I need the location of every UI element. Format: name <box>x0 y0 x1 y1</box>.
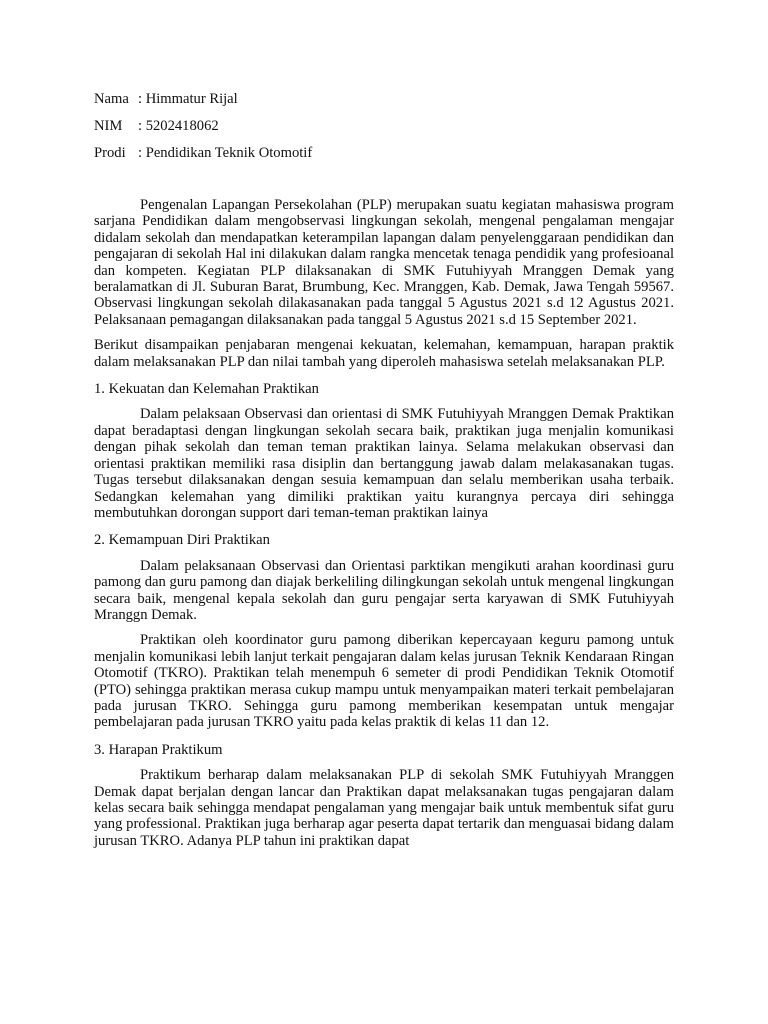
nama-label: Nama <box>94 91 129 107</box>
document-body <box>94 197 674 849</box>
identity-row-nama <box>94 86 674 113</box>
intro-paragraph-2: Berikut disampaikan penjabaran mengenai kekuatan, kelemahan, kemampuan, harapan praktik dalam melaksanakan PLP dan nilai tambah yang diperoleh mahasiswa setelah melaksanakan PLP. <box>94 337 674 370</box>
prodi-label: Prodi <box>94 145 126 161</box>
identity-row-prodi <box>94 140 674 167</box>
nama-value: : Himmatur Rijal <box>138 91 238 107</box>
section-2-paragraph-1: Dalam pelaksanaan Observasi dan Orientasi parktikan mengikuti arahan koordinasi guru pamong dan guru pamong dan diajak berkeliling dilingkungan sekolah untuk mengenal lingkungan secara baik, mengenal kepala sekolah dan guru pengajar serta karyawan di SMK Futuhiyyah Mranggn Demak. <box>94 557 674 623</box>
section-2-heading: 2. Kemampuan Diri Praktikan <box>94 532 270 549</box>
section-3-heading: 3. Harapan Praktikum <box>94 741 223 758</box>
section-1-paragraph-1: Dalam pelaksaan Observasi dan orientasi di SMK Futuhiyyah Mranggen Demak Praktikan dapat beradaptasi dengan lingkungan sekolah secara baik, praktikan juga menjalin komunikasi dengan pihak sekolah dan teman teman praktikan lainya. Selama melakukan observasi dan orientasi praktikan memiliki rasa disiplin dan bertanggung jawab dalam melakasanakan tugas. Tugas tersebut dilaksanakan dengan sesuia kemampuan dan selalu memberikan usaha terbaik. Sedangkan kelemahan yang dimiliki praktikan yaitu kurangnya percaya diri sehingga membutuhkan dorongan support dari teman-teman praktikan lainya <box>94 406 674 521</box>
identity-row-nim <box>94 113 674 140</box>
section-2-paragraph-2: Praktikan oleh koordinator guru pamong diberikan kepercayaan keguru pamong untuk menjalin komunikasi lebih lanjut terkait pengajaran dalam kelas jurusan Teknik Kendaraan Ringan Otomotif (TKRO). Praktikan telah menempuh 6 semeter di prodi Pendidikan Teknik Otomotif (PTO) sehingga praktikan merasa cukup mampu untuk menyampaikan materi terkait pembelajaran pada jurusan TKRO. Sehingga guru pamong memberikan kesempatan untuk mengajar pembelajaran pada jurusan TKRO yaitu pada kelas praktik di kelas 11 dan 12. <box>94 632 674 731</box>
nim-value: : 5202418062 <box>138 118 219 134</box>
identity-block <box>94 86 674 167</box>
intro-paragraph-1: Pengenalan Lapangan Persekolahan (PLP) merupakan suatu kegiatan mahasiswa program sarjana Pendidikan dalam mengobservasi lingkungan sekolah, mengenal pengalaman mengajar didalam sekolah dan mendapatkan keterampilan lapangan dalam penyelenggaraan pendidikan dan pengajaran di sekolah Hal ini dilakukan dalam rangka mencetak tenaga pendidik yang profesioanal dan kompeten. Kegiatan PLP dilaksanakan di SMK Futuhiyyah Mranggen Demak yang beralamatkan di Jl. Suburan Barat, Brumbung, Kec. Mranggen, Kab. Demak, Jawa Tengah 59567. Observasi lingkungan sekolah dilakasanakan pada tanggal 5 Agustus 2021 s.d 12 Agustus 2021. Pelaksanaan pemagangan dilaksanakan pada tanggal 5 Agustus 2021 s.d 15 September 2021. <box>94 197 674 328</box>
prodi-value: : Pendidikan Teknik Otomotif <box>138 145 313 161</box>
nim-label: NIM <box>94 118 123 134</box>
section-3-paragraph-1: Praktikum berharap dalam melaksanakan PLP di sekolah SMK Futuhiyyah Mranggen Demak dapat berjalan dengan lancar dan Praktikan dapat melaksanakan tugas pengajaran dalam kelas secara baik sehingga mendapat pengalaman yang mengajar baik untuk membentuk sifat guru yang professional. Praktikan juga berharap agar peserta dapat tertarik dan menguasai bidang dalam jurusan TKRO. Adanya PLP tahun ini praktikan dapat <box>94 767 674 849</box>
section-1-heading: 1. Kekuatan dan Kelemahan Praktikan <box>94 381 319 398</box>
